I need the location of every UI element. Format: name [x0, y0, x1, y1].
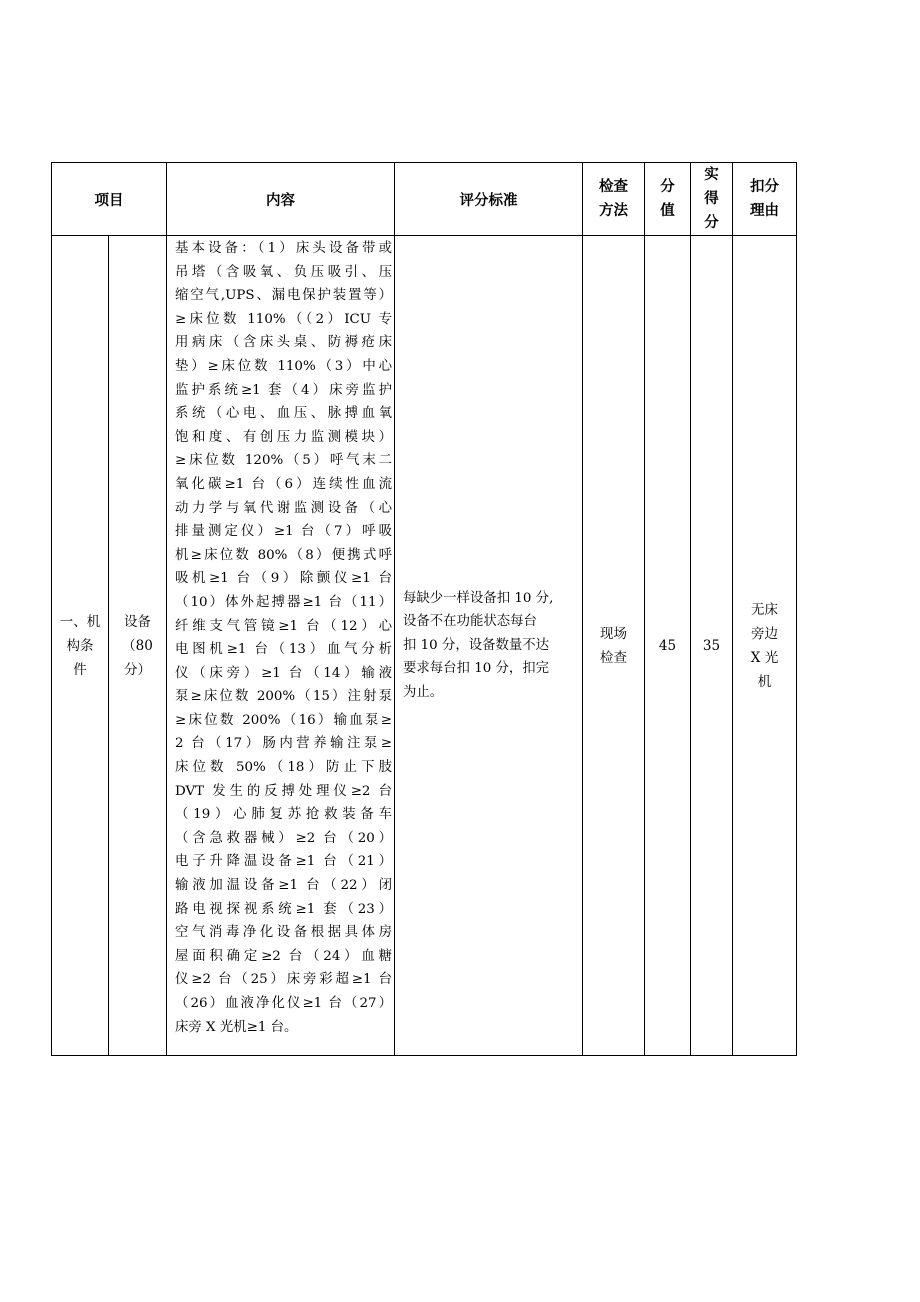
content-line: 用病床（含床头桌、防褥疮床	[175, 335, 392, 351]
content-line: （10）体外起搏器≥1 台（11）	[175, 594, 392, 610]
header-method	[583, 163, 645, 236]
content-line: DVT 发生的反搏处理仪≥2 台	[175, 783, 392, 799]
content-line: 吸机≥1 台（9）除颤仪≥1 台	[175, 571, 392, 587]
header-actual-line: 实	[704, 166, 719, 183]
content-line: 缩空气,UPS、漏电保护装置等）	[175, 288, 392, 304]
content-line: 屋面积确定≥2 台（24）血糖	[175, 948, 392, 964]
content-line: 垫）≥床位数 110%（3）中心	[175, 358, 392, 374]
deduction-reason-cell	[733, 236, 797, 1056]
criteria-line: 设备不在功能状态每台	[403, 614, 537, 630]
content-line: 电子升降温设备≥1 台（21）	[175, 854, 392, 870]
header-actual	[691, 163, 733, 236]
content-line: 床旁 X 光机≥1 台。	[175, 1019, 298, 1035]
criteria-line: 每缺少一样设备扣 10 分,	[403, 590, 554, 606]
content-line: 基本设备：（1）床头设备带或	[175, 241, 392, 256]
table-row	[52, 236, 797, 1056]
scoring-table	[51, 162, 797, 1056]
header-criteria: 评分标准	[395, 163, 583, 236]
reason-line: 无床	[751, 601, 778, 618]
category-line: 一、机	[59, 613, 101, 630]
category-line: 构条	[66, 637, 94, 654]
content-line: 机≥床位数 80%（8）便携式呼	[175, 547, 392, 563]
content-line: 电图机≥1 台（13）血气分析	[175, 642, 392, 658]
header-method-line: 方法	[599, 202, 628, 219]
content-line: 动力学与氧代谢监测设备（心	[175, 500, 392, 516]
content-line: 仪≥2 台（25）床旁彩超≥1 台	[175, 972, 392, 988]
header-actual-line: 分	[704, 214, 719, 231]
header-reason-line: 理由	[750, 202, 779, 219]
reason-line: 机	[757, 673, 772, 690]
subitem-line: 分）	[124, 661, 151, 678]
content-line: 氧化碳≥1 台（6）连续性血流	[175, 476, 392, 492]
content-line: 泵≥床位数 200%（15）注射泵	[175, 689, 392, 705]
content-line: （19）心肺复苏抢救装备车	[175, 807, 392, 823]
subitem-line: （80	[122, 637, 153, 654]
content-line: 吊塔（含吸氧、负压吸引、压	[175, 264, 392, 280]
reason-line: 旁边	[751, 625, 778, 642]
content-line: ≥床位数 120%（5）呼气末二	[175, 453, 392, 469]
content-line: （含急救器械）≥2 台（20）	[175, 830, 392, 846]
content-line: 路电视探视系统≥1 套（23）	[175, 901, 392, 917]
content-line: （26）血液净化仪≥1 台（27）	[175, 996, 392, 1011]
content-line: 纤维支气管镜≥1 台（12）心	[175, 618, 392, 634]
header-row	[52, 163, 797, 236]
content-line: 2 台（17）肠内营养输注泵≥	[175, 736, 392, 752]
subitem-line: 设备	[124, 613, 151, 630]
method-cell	[583, 236, 645, 1056]
content-line: ≥床位数 110%（（2）ICU 专	[175, 311, 392, 327]
category-line: 件	[73, 661, 87, 678]
header-score	[645, 163, 691, 236]
header-actual-line: 得	[704, 190, 719, 207]
method-line: 现场	[600, 625, 627, 642]
actual-score-cell: 35	[691, 236, 733, 1056]
criteria-line: 为止。	[403, 684, 444, 700]
header-score-line: 分	[660, 178, 675, 195]
header-content: 内容	[167, 163, 395, 236]
score-cell: 45	[645, 236, 691, 1056]
content-line: 监护系统≥1 套（4）床旁监护	[175, 382, 392, 398]
reason-line: X 光	[750, 649, 779, 666]
header-item: 项目	[52, 163, 167, 236]
content-line: 床位数 50%（18）防止下肢	[175, 760, 392, 776]
header-method-line: 检查	[599, 178, 628, 195]
content-line: 饱和度、有创压力监测模块）	[175, 429, 392, 445]
content-line: 空气消毒净化设备根据具体房	[175, 925, 392, 941]
subitem-cell	[109, 236, 167, 1056]
criteria-line: 要求每台扣 10 分，扣完	[403, 661, 550, 677]
content-line: 排量测定仪）≥1 台（7）呼吸	[175, 524, 392, 540]
content-line: 系统（心电、血压、脉搏血氧	[175, 406, 392, 422]
header-reason	[733, 163, 797, 236]
content-line: 输液加温设备≥1 台（22）闭	[175, 878, 392, 894]
content-line: 仪（床旁）≥1 台（14）输液	[175, 665, 392, 681]
content-cell	[167, 236, 395, 1056]
header-reason-line: 扣分	[750, 178, 779, 195]
header-score-line: 值	[660, 202, 675, 219]
method-line: 检查	[600, 649, 627, 666]
content-line: ≥床位数 200%（16）输血泵≥	[175, 712, 392, 728]
criteria-cell	[395, 236, 583, 1056]
category-cell	[52, 236, 109, 1056]
criteria-line: 扣 10 分，设备数量不达	[403, 637, 550, 653]
